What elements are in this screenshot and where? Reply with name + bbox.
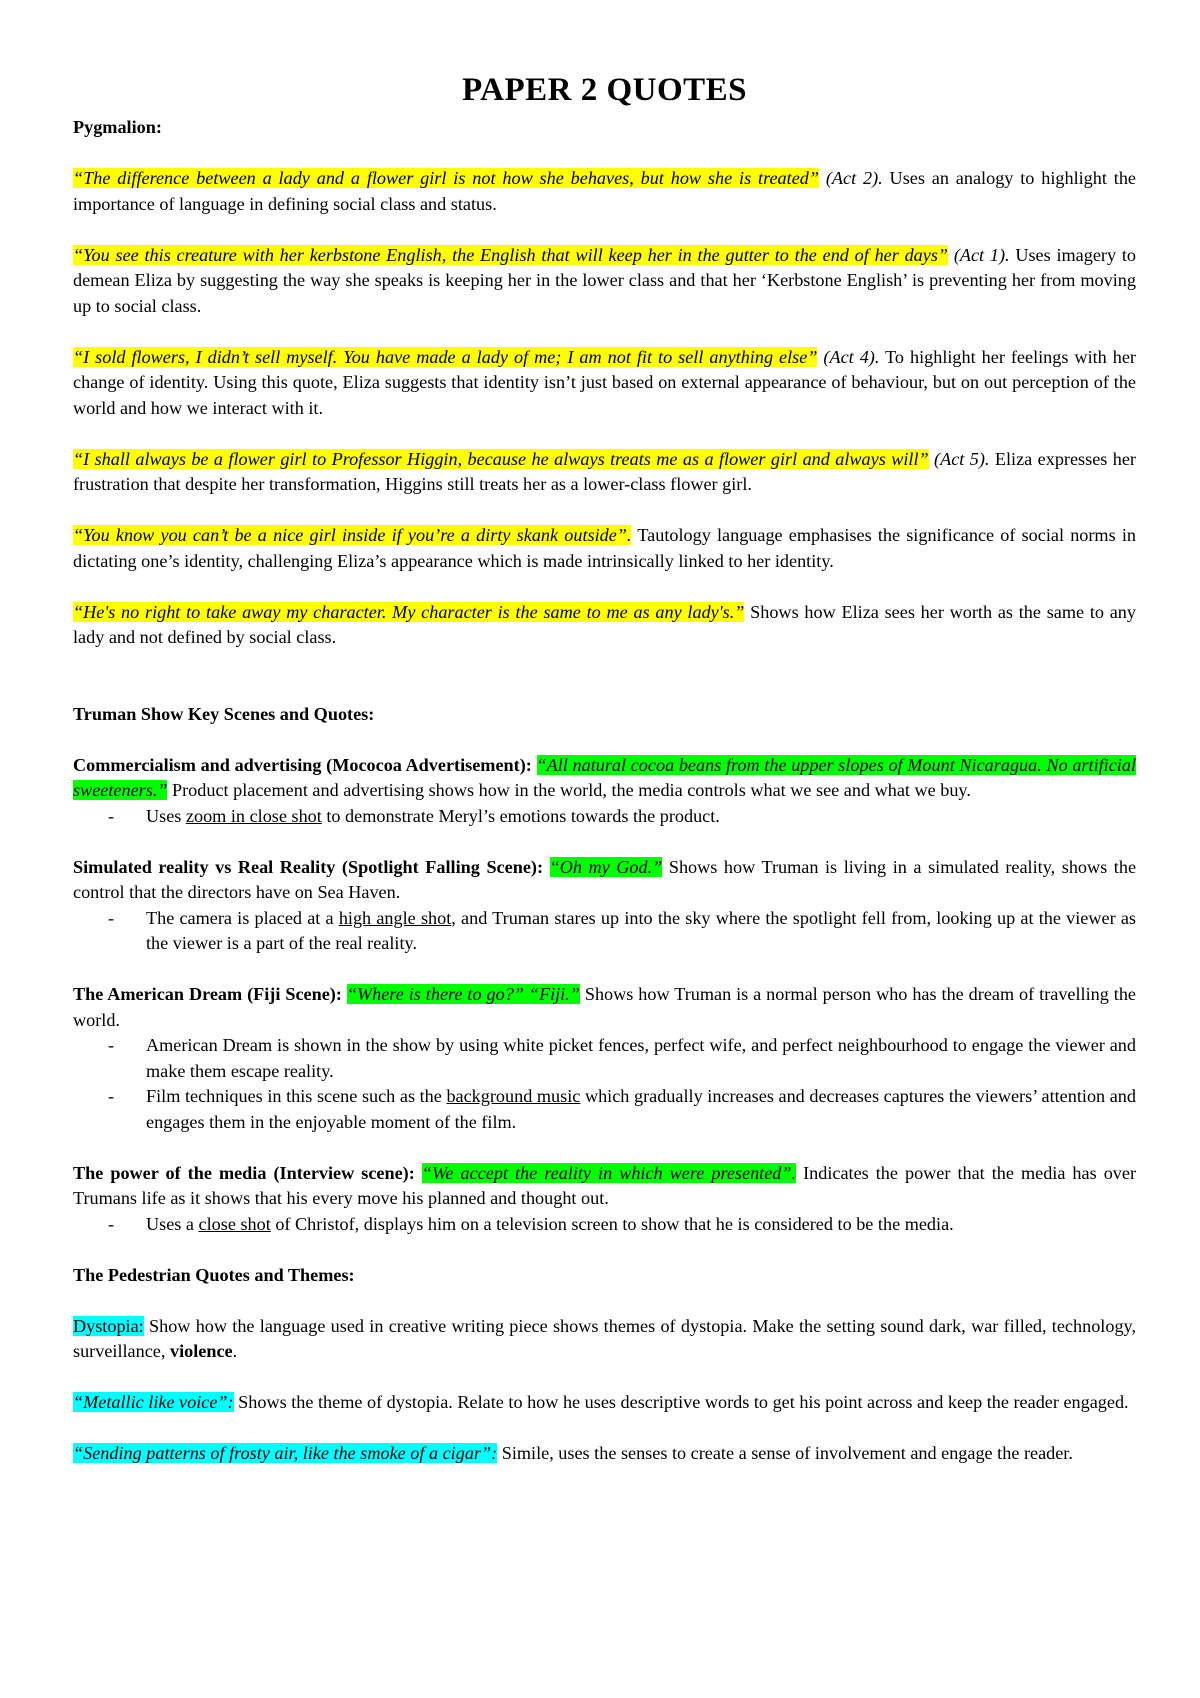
- act-reference: (Act 1).: [948, 244, 1010, 265]
- technique-list: [73, 906, 1136, 957]
- scene-label: The power of the media (Interview scene):: [73, 1162, 415, 1183]
- film-technique: background music: [446, 1086, 581, 1106]
- bold-word: violence: [169, 1341, 233, 1361]
- act-reference: (Act 5).: [928, 448, 990, 469]
- truman-heading: Truman Show Key Scenes and Quotes:: [73, 703, 375, 724]
- pedestrian-entry-3: [73, 1441, 1136, 1467]
- list-text: of Christof, displays him on a television screen to show that he is considered to be the media.: [270, 1213, 954, 1234]
- quote-highlight: “He's no right to take away my character. My character is the same to me as any lady's.”: [73, 601, 745, 622]
- analysis-text: Shows how Truman is living in a simulated reality, shows the control that the directors have on Sea Haven.: [73, 856, 1137, 902]
- pedestrian-heading: The Pedestrian Quotes and Themes:: [73, 1264, 355, 1285]
- scene-label: The American Dream (Fiji Scene):: [73, 984, 342, 1004]
- analysis-text: Tautology language emphasises the significance of social norms in dictating one’s identity, challenging Eliza’s appearance which is made intrinsically linked to her identity.: [73, 525, 1136, 571]
- analysis-text: Shows how Eliza sees her worth as the same to any lady and not defined by social class.: [73, 601, 1136, 647]
- analysis-text: Simile, uses the senses to create a sense of involvement and engage the reader.: [497, 1443, 1073, 1463]
- analysis-text: Eliza expresses her frustration that despite her transformation, Higgins still treats her as a lower-class flower girl.: [73, 448, 1136, 494]
- pygmalion-entry-1: [73, 166, 1136, 217]
- pygmalion-entry-2: [73, 243, 1136, 320]
- technique-list: [73, 1033, 1136, 1135]
- quote-highlight: “You know you can’t be a nice girl inside if you’re a dirty skank outside”.: [73, 525, 632, 545]
- analysis-text: Uses imagery to demean Eliza by suggesting the way she speaks is keeping her in the lower class and that her ‘Kerbstone English’ is preventing her from moving up to social class.: [73, 244, 1136, 316]
- list-text: , and Truman stares up into the sky where the spotlight fell from, looking up at the viewer as the viewer is a part of the real reality.: [146, 907, 1137, 953]
- analysis-text: Shows how Truman is a normal person who has the dream of travelling the world.: [73, 984, 1136, 1030]
- analysis-text: Uses an analogy to highlight the importance of language in defining social class and status.: [73, 168, 1137, 214]
- quote-highlight: “Where is there to go?” “Fiji.”: [346, 984, 580, 1004]
- quote-highlight: “I shall always be a flower girl to Professor Higgin, because he always treats me as a flower girl and always will”: [73, 448, 929, 469]
- quote-highlight: “We accept the reality in which were presented”.: [421, 1162, 797, 1183]
- analysis-text: Shows the theme of dystopia. Relate to how he uses descriptive words to get his point across and keep the reader engaged.: [233, 1392, 1129, 1412]
- theme-highlight: Dystopia:: [73, 1315, 144, 1336]
- pedestrian-entry-2: [73, 1390, 1136, 1416]
- truman-scene-2: [73, 855, 1136, 906]
- quote-highlight: “Metallic like voice”:: [73, 1392, 234, 1412]
- analysis-text: Show how the language used in creative writing piece shows themes of dystopia. Make the setting sound dark, war filled, technology, surveillance,: [73, 1315, 1136, 1361]
- truman-scene-1: [73, 753, 1136, 804]
- film-technique: high angle shot: [338, 907, 452, 928]
- list-item: - American Dream is shown in the show by using white picket fences, perfect wife, and perfect neighbourhood to engage the viewer and make them escape reality.: [146, 1033, 1136, 1084]
- list-item: [146, 804, 1136, 830]
- list-item: [146, 1212, 1136, 1238]
- quote-highlight: “You see this creature with her kerbstone English, the English that will keep her in the gutter to the end of her days”: [73, 244, 949, 265]
- act-reference: (Act 2).: [818, 168, 883, 188]
- pedestrian-entry-1: [73, 1314, 1136, 1365]
- quote-highlight: “Sending patterns of frosty air, like the smoke of a cigar”:: [73, 1443, 498, 1463]
- truman-scene-4: [73, 1161, 1136, 1212]
- list-text: Film techniques in this scene such as the: [146, 1086, 447, 1106]
- truman-scene-3: [73, 982, 1136, 1033]
- act-reference: (Act 4).: [817, 346, 880, 367]
- technique-list: [73, 1212, 1136, 1238]
- list-text: Uses: [146, 805, 186, 826]
- analysis-text: Product placement and advertising shows how in the world, the media controls what we see and what we buy.: [167, 780, 971, 800]
- quote-highlight: “I sold flowers, I didn’t sell myself. You have made a lady of me; I am not fit to sell anything else”: [73, 346, 818, 367]
- pygmalion-entry-5: [73, 523, 1136, 574]
- quote-highlight: “The difference between a lady and a flower girl is not how she behaves, but how she is treated”: [73, 168, 819, 188]
- list-text: Uses a: [146, 1213, 199, 1234]
- analysis-text: Indicates the power that the media has over Trumans life as it shows that his every move his planned and thought out.: [73, 1162, 1137, 1208]
- punctuation: .: [232, 1341, 238, 1361]
- film-technique: close shot: [198, 1213, 271, 1234]
- list-text: which gradually increases and decreases captures the viewers’ attention and engages them in the enjoyable moment of the film.: [146, 1086, 1136, 1132]
- scene-label: Simulated reality vs Real Reality (Spotlight Falling Scene):: [73, 856, 544, 877]
- technique-list: [73, 804, 1136, 830]
- quote-highlight: “All natural cocoa beans from the upper slopes of Mount Nicaragua. No artificial sweeteners.”: [73, 754, 1136, 800]
- pygmalion-heading: Pygmalion:: [73, 117, 162, 137]
- pygmalion-entry-6: [73, 600, 1136, 651]
- page-title: PAPER 2 QUOTES: [461, 72, 748, 108]
- film-technique: zoom in close shot: [185, 805, 322, 826]
- list-text: The camera is placed at a: [146, 907, 339, 928]
- pygmalion-entry-4: [73, 447, 1136, 498]
- analysis-text: To highlight her feelings with her change of identity. Using this quote, Eliza suggests that identity isn’t just based on external appearance of behaviour, but on out perception of the world and how we interact with it.: [73, 346, 1136, 418]
- pygmalion-entry-3: [73, 345, 1136, 422]
- scene-label: Commercialism and advertising (Mococoa Advertisement):: [73, 754, 532, 775]
- list-text: to demonstrate Meryl’s emotions towards the product.: [321, 805, 720, 826]
- list-item: [146, 1084, 1136, 1135]
- list-item: [146, 906, 1136, 957]
- quote-highlight: “Oh my God.”: [549, 856, 663, 877]
